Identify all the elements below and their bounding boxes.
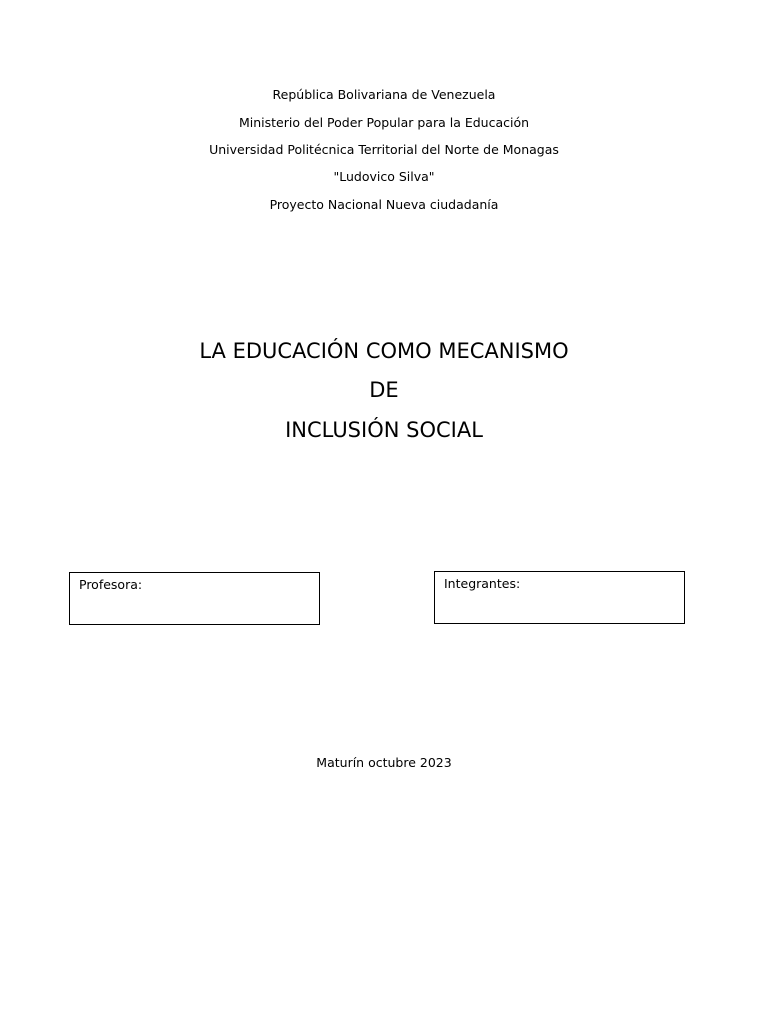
members-label: Integrantes: xyxy=(444,576,521,591)
professor-box xyxy=(69,572,320,625)
title-line-2: DE xyxy=(369,378,399,402)
header-ministry: Ministerio del Poder Popular para la Educación xyxy=(238,115,530,130)
professor-label: Profesora: xyxy=(79,577,143,592)
members-box xyxy=(434,571,685,624)
header-university-name: "Ludovico Silva" xyxy=(333,169,435,184)
title-line-3: INCLUSIÓN SOCIAL xyxy=(285,418,483,442)
header-country: República Bolivariana de Venezuela xyxy=(272,87,496,102)
header-university: Universidad Politécnica Territorial del Norte de Monagas xyxy=(209,142,559,157)
title-line-1: LA EDUCACIÓN COMO MECANISMO xyxy=(199,339,569,363)
header-project: Proyecto Nacional Nueva ciudadanía xyxy=(269,197,499,212)
place-date: Maturín octubre 2023 xyxy=(316,755,452,770)
